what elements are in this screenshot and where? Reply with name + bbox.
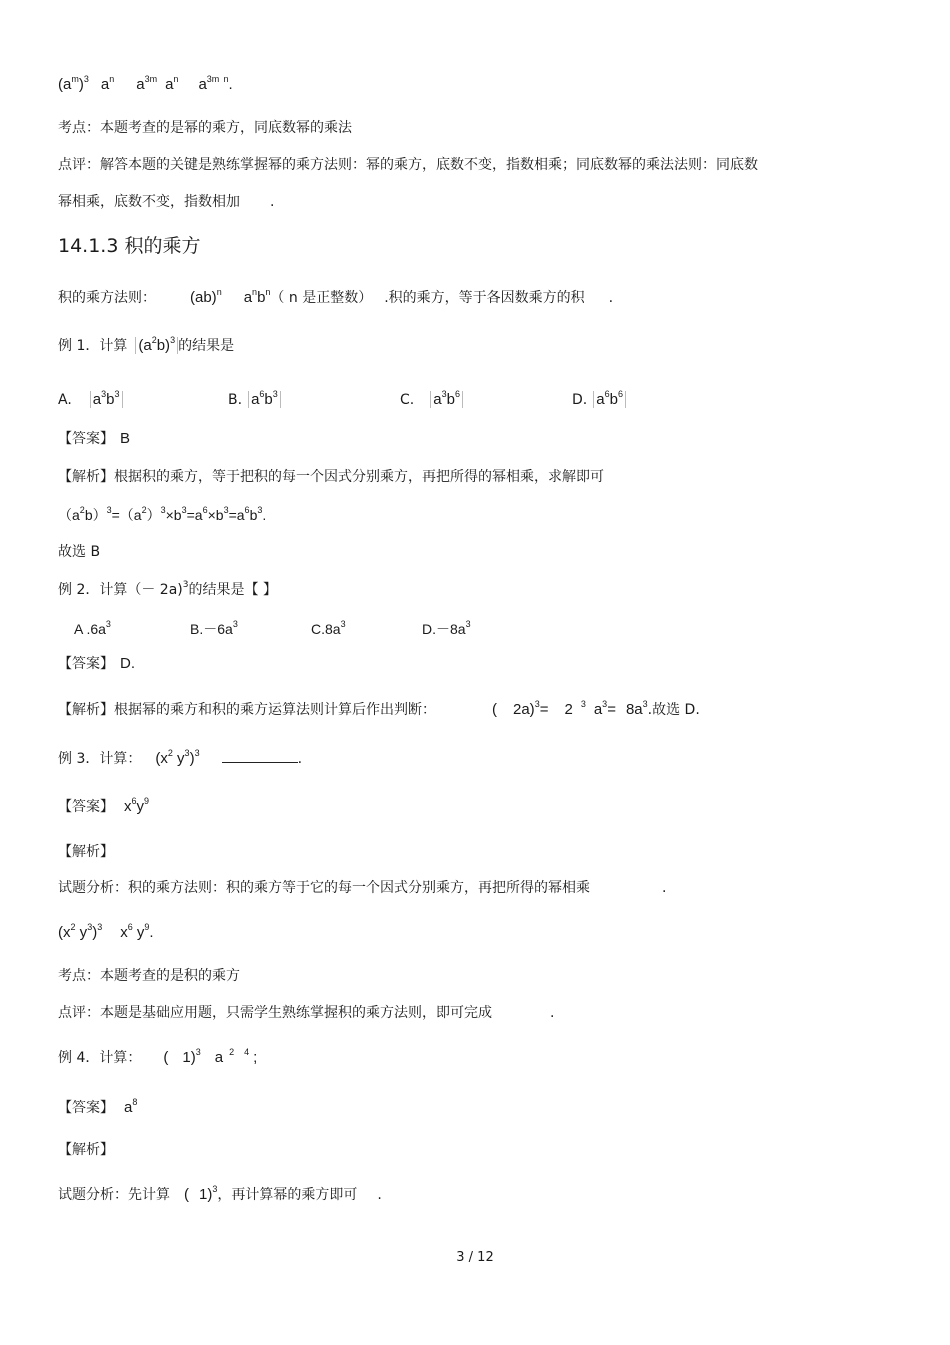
option-a-expression: $a^3b^3$	[90, 391, 123, 408]
example3-expression: ($x^2$ $y^3)^3$	[155, 748, 200, 767]
answer-blank	[222, 748, 298, 763]
dianping-text-line1: 点评：解答本题的关键是熟练掌握幂的乘方法则：幂的乘方，底数不变，指数相乘；同底数幂的乘法法则：同底数	[58, 157, 758, 173]
example2-option-a: A $.6a^3$	[74, 619, 111, 637]
example3-dianping-text: 点评：本题是基础应用题，只需学生熟练掌握积的乘方法则，即可完成	[58, 1005, 492, 1021]
option-a-label: A.	[58, 392, 72, 408]
rule-note: （ n 是正整数）	[270, 290, 373, 306]
example2-question: 例 2．计算（－ 2a)$^3$的结果是【 】	[58, 580, 277, 598]
rule-formula: (ab)$^n$ $a^nb^n$	[190, 287, 271, 306]
example4-answer-value: $a^8$	[124, 1097, 138, 1116]
example3-analysis-tag: 【解析】	[58, 844, 114, 860]
example4-analysis-tag: 【解析】	[58, 1142, 114, 1158]
example1-tail: 的结果是	[178, 338, 235, 354]
option-b-expression: $a^6b^3$	[248, 391, 281, 408]
example4-analysis: 试题分析：先计算 ( 1)$^3$，再计算幂的乘方即可 .	[58, 1184, 382, 1203]
example2-option-d: $D.-8a^3$	[422, 619, 471, 637]
example1-option-c	[400, 390, 463, 410]
example4-expression: ( 1)$^3$ a $^2$ $^4$ ;	[163, 1047, 258, 1066]
example1-expression: $(a^2b)^3$	[135, 337, 178, 354]
example2-analysis-text: 根据幂的乘方和积的乘方运算法则计算后作出判断：	[114, 702, 436, 718]
analysis-tag: 【解析】	[58, 469, 114, 485]
example2-tail: 的结果是【 】	[188, 582, 277, 598]
example2-option-b: $B.-6a^3$	[190, 619, 238, 637]
example4-analysis-post: ，再计算幂的乘方即可	[217, 1187, 358, 1203]
example2-label: 例 2．计算（－ 2a)	[58, 582, 183, 598]
answer-tag: 【答案】	[58, 799, 114, 815]
example1-label: 例 1．计算	[58, 338, 128, 354]
page-number: 3 / 12	[456, 1250, 494, 1265]
rule-label: 积的乘方法则：	[58, 290, 156, 306]
example3-answer	[58, 797, 149, 817]
example2-answer-value: D.	[120, 655, 135, 672]
example1-derivation: $(a^2b)^3=(a^2)^3\times b^3=a^6\times b^3=a^6b^3$.	[58, 505, 267, 523]
ex2-option-d-text: D.－8a	[422, 621, 466, 637]
example3-dianping: 点评：本题是基础应用题，只需学生熟练掌握积的乘方法则，即可完成 .	[58, 1005, 555, 1021]
ex2-option-a-text: A .6a	[74, 621, 106, 637]
example1-analysis	[58, 467, 604, 487]
example2-tail-text: .故选 D.	[647, 702, 700, 718]
example2-derivation: ( 2a)$^3$= 2 $^3$ $a^3= 8a^3$	[492, 699, 648, 718]
example2-analysis	[58, 700, 700, 720]
ex2-option-b-text: B.－6a	[190, 621, 233, 637]
example1-option-b	[228, 390, 281, 410]
example1-option-d	[572, 390, 626, 410]
example1-answer-value: B	[120, 430, 131, 447]
example1-answer	[58, 429, 130, 449]
ex2-option-c-text: C.8a	[311, 621, 341, 637]
example1-question	[58, 336, 234, 356]
analysis-tag: 【解析】	[58, 702, 114, 718]
example3-kaodian: 考点：本题考查的是积的乘方	[58, 968, 240, 984]
example2-option-c: $C.8a^3$	[311, 619, 346, 637]
example1-conclusion: 故选 B	[58, 544, 101, 560]
answer-tag: 【答案】	[58, 1100, 114, 1116]
option-d-label: D.	[572, 392, 588, 408]
kaodian-text: 考点：本题考查的是幂的乘方，同底数幂的乘法	[58, 120, 352, 136]
option-d-expression: $a^6b^6$	[593, 391, 626, 408]
example1-option-a	[58, 390, 123, 410]
example3-analysis-text: 试题分析：积的乘方法则：积的乘方等于它的每一个因式分别乘方，再把所得的幂相乘	[58, 880, 590, 896]
example2-answer	[58, 654, 135, 674]
rule-text: .积的乘方，等于各因数乘方的积	[384, 290, 585, 306]
example4-label: 例 4．计算：	[58, 1050, 142, 1066]
product-power-rule: 积的乘方法则： (ab)$^n$ $a^nb^n$（ n 是正整数） .积的乘方，等于各因数乘方的积 .	[58, 287, 614, 306]
example3-analysis: 试题分析：积的乘方法则：积的乘方等于它的每一个因式分别乘方，再把所得的幂相乘 .	[58, 880, 667, 896]
example4-question	[58, 1048, 257, 1068]
example1-analysis-text: 根据积的乘方，等于把积的每一个因式分别乘方，再把所得的幂相乘，求解即可	[114, 469, 604, 485]
dianping-line2-text: 幂相乘，底数不变，指数相加	[58, 194, 240, 210]
answer-tag: 【答案】	[58, 656, 114, 672]
example3-question: 例 3．计算： ($x^2$ $y^3)^3$ .	[58, 748, 303, 767]
example3-label: 例 3．计算：	[58, 751, 142, 767]
example3-answer-value: $x^6y^9$	[124, 796, 150, 815]
example3-derivation: ($x^2$ $y^3)^3$ $x^6$ $y^9$.	[58, 922, 154, 941]
answer-tag: 【答案】	[58, 431, 114, 447]
formula-power-product: $(a^m)^3$ $a^n$ $a^{3m}$ $a^n$ $a^{3m}$ $^n$.	[58, 74, 233, 93]
example4-analysis-pre: 试题分析：先计算	[58, 1187, 170, 1203]
example4-analysis-expression: ( 1)$^3$	[184, 1184, 218, 1203]
dianping-text-line2: 幂相乘，底数不变，指数相加 .	[58, 194, 275, 210]
option-c-expression: $a^3b^6$	[430, 391, 463, 408]
option-c-label: C.	[400, 392, 415, 408]
example4-answer	[58, 1098, 137, 1118]
option-b-label: B.	[228, 392, 243, 408]
section-title: 14.1.3 积的乘方	[58, 235, 201, 257]
